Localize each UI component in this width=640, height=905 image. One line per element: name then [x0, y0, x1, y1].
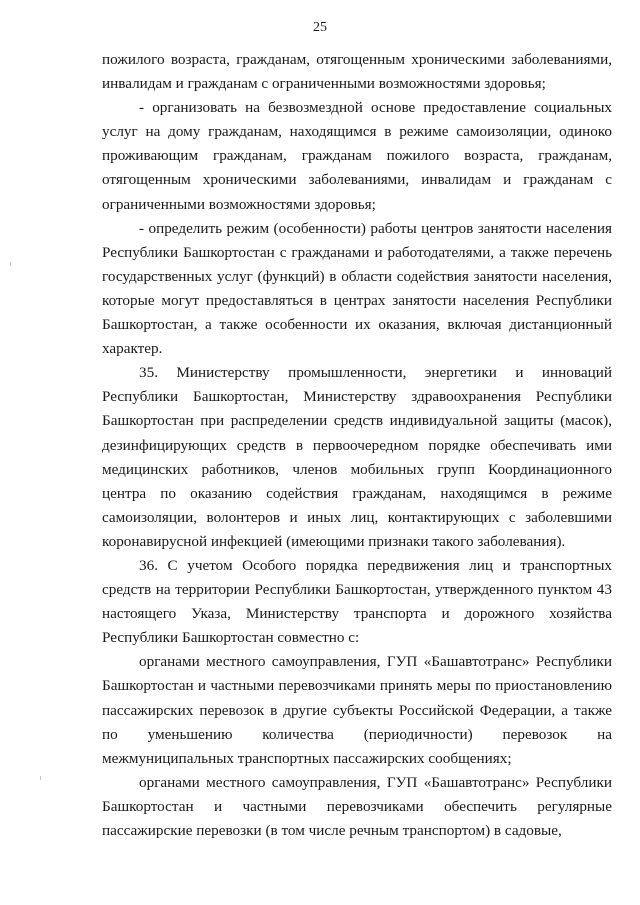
document-body — [102, 48, 612, 843]
paragraph-item-36: 36. С учетом Особого порядка передвижения лиц и транспортных средств на территории Республики Башкортостан, утвержденного пунктом 43 настоящего Указа, Министерству транспорта и дорожного хозяйства Республики Башкортостан совместно с: — [102, 556, 612, 647]
page-number: 25 — [313, 20, 327, 35]
margin-mark — [40, 776, 41, 780]
paragraph-transport-suspension: органами местного самоуправления, ГУП «Башавтотранс» Республики Башкортостан и частными перевозчиками принять меры по приостановлению пассажирских перевозок в другие субъекты Российской Федерации, а также по уменьшению количества (периодичности) перевозок на межмуниципальных транспортных пассажирских сообщениях; — [102, 653, 612, 767]
list-item-employment-centers: - определить режим (особенности) работы центров занятости населения Республики Башкортостан с гражданами и работодателями, а также перечень государственных услуг (функций) в области содействия занятости населения, которые могут предоставляться в центрах занятости населения Республики Башкортостан, а также особенности их оказания, включая дистанционный характер. — [102, 219, 612, 358]
margin-mark — [10, 262, 11, 266]
list-item-social-services: - организовать на безвозмездной основе предоставление социальных услуг на дому гражданам, находящимся в режиме самоизоляции, одиноко проживающим гражданам, гражданам пожилого возраста, гражданам, отягощенным хроническими заболеваниями, инвалидам и гражданам с ограниченными возможностями здоровья; — [102, 99, 612, 213]
paragraph-continuation: пожилого возраста, гражданам, отягощенным хроническими заболеваниями, инвалидам и гражданам с ограниченными возможностями здоровья; — [102, 51, 612, 93]
paragraph-regular-transport: органами местного самоуправления, ГУП «Башавтотранс» Республики Башкортостан и частными перевозчиками обеспечить регулярные пассажирские перевозки (в том числе речным транспортом) в садовые, — [102, 773, 612, 839]
paragraph-item-35: 35. Министерству промышленности, энергетики и инноваций Республики Башкортостан, Министерству здравоохранения Республики Башкортостан при распределении средств индивидуальной защиты (масок), дезинфицирующих средств в первоочередном порядке обеспечивать ими медицинских работников, членов мобильных групп Координационного центра по оказанию содействия гражданам, находящимся в режиме самоизоляции, волонтеров и иных лиц, контактирующих с заболевшими коронавирусной инфекцией (имеющими признаки такого заболевания). — [102, 364, 612, 550]
